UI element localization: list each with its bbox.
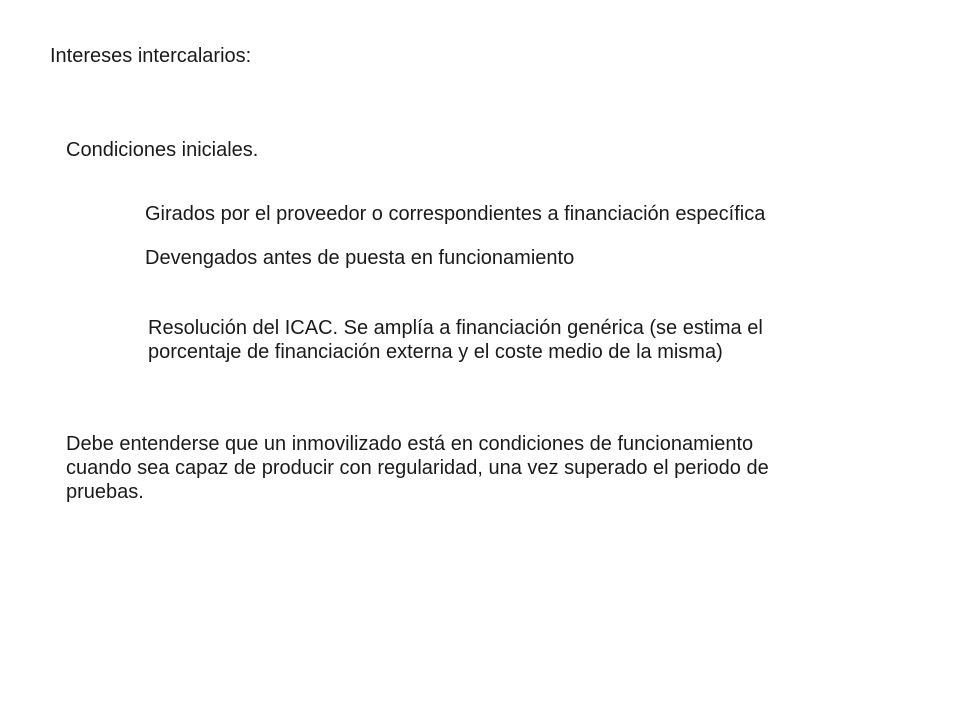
condition-item-accrued-before-operation: Devengados antes de puesta en funcionamiento (145, 247, 575, 269)
condition-item-specific-financing: Girados por el proveedor o correspondientes a financiación específica (145, 203, 766, 225)
note-line-2: cuando sea capaz de producir con regularidad, una vez superado el periodo de (66, 457, 769, 479)
page-title: Intereses intercalarios: (50, 45, 252, 67)
icac-resolution-line-2: porcentaje de financiación externa y el coste medio de la misma) (148, 341, 723, 363)
note-line-1: Debe entenderse que un inmovilizado está en condiciones de funcionamiento (66, 433, 754, 455)
operating-condition-note (66, 432, 769, 504)
icac-resolution-line-1: Resolución del ICAC. Se amplía a financiación genérica (se estima el (148, 317, 763, 339)
section-title-initial-conditions: Condiciones iniciales. (66, 139, 259, 161)
icac-resolution-paragraph (148, 316, 763, 364)
note-line-3: pruebas. (66, 481, 144, 503)
